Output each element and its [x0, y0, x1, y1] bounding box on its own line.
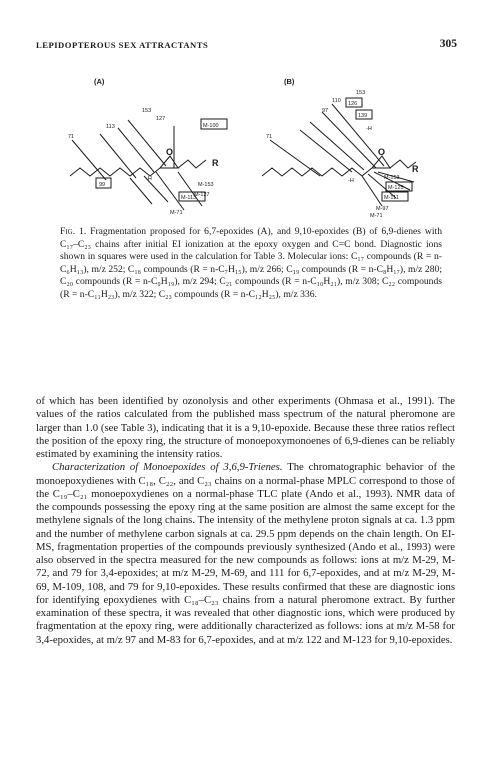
page-header	[36, 40, 457, 54]
panel-b-boxed-m125: M-125	[388, 185, 404, 191]
body-text	[36, 395, 455, 647]
paragraph-2-text: The chromatographic behavior of the monoepoxydienes with C₁₈, C₂₂, and C₂₃ chains on a normal-phase MPLC correspond to those of the C₁₉–C₂₁ monoepoxydienes on a normal-phase TLC plate (Ando et al., 1993). NMR data of the compounds possessing the epoxy ring at the same position are almost the same except for the methylene signals of the long chains. The intensity of the methylene proton signals at ca. 1.3 ppm and the number of methylene carbon signals at ca. 29.5 ppm depends on the chain length. On EI-MS, fragmentation properties of the compounds previously synthesized (Ando et al., 1993) were also observed in the spectra measured for the new compounds as follows: ions at m/z M-29, M-72, and 79 for 3,4-epoxides; at m/z M-29, M-69, and 111 for 6,7-epoxides, and at m/z M-29, M-69, M-109, 108, and 79 for 9,10-epoxides. These results confirmed that these are diagnostic ions for identifying epoxydienes with C₁₈–C₂₃ chains from a natural pheromone extract. By further examination of these spectra, it was revealed that other diagnostic ions, which were produced by fragmentation at the epoxy ring, were additionally characterized as follows: ions at m/z M-58 for 3,4-epoxides, at m/z 97 and M-83 for 6,7-epoxides, and at m/z 122 and M-123 for 9,10-epoxides.	[36, 461, 456, 646]
panel-a-label-71: 71	[68, 134, 75, 140]
panel-b-r-group: R	[412, 164, 419, 174]
panel-a-label: (A)	[94, 77, 105, 86]
panel-b-ion-h-top: -H	[366, 126, 372, 132]
panel-a-boxed-top: M-100	[203, 123, 219, 129]
panel-a-tail	[178, 160, 206, 168]
panel-a-ion-m71: M-71	[170, 210, 183, 216]
running-head: LEPIDOPTEROUS SEX ATTRACTANTS	[36, 40, 209, 50]
panel-b-chain	[262, 168, 372, 176]
panel-a-label-113: 113	[106, 124, 115, 130]
panel-b-label-110: 110	[332, 98, 341, 104]
figure-1	[66, 68, 421, 218]
panel-a-chain	[70, 168, 160, 176]
paragraph-2	[36, 461, 455, 647]
caption-label: Fig. 1.	[60, 226, 87, 237]
panel-b-oxygen: O	[378, 147, 386, 157]
panel-b-label-153: 153	[356, 90, 366, 96]
panel-a-ion-h: -H	[146, 176, 152, 182]
panel-b-ion-m71: M-71	[370, 213, 383, 218]
panel-b-boxed-126: 126	[348, 101, 358, 107]
figure-caption	[60, 226, 442, 302]
panel-a-r-group: R	[212, 158, 219, 168]
panel-b-ion-h-bottom: -H	[348, 178, 354, 184]
section-heading: Characterization of Monoepoxides of 3,6,9-Trienes.	[52, 461, 283, 474]
paragraph-1: of which has been identified by ozonolysis and other experiments (Ohmasa et al., 1991). The values of the ratios calculated from the published mass spectrum of the natural pheromone are larger than 1.0 (see Table 3), indicating that it is a 9,10-epoxide. Because these three ratios reflect the position of the epoxy ring, the structure of monoepoxymonoenes of 6,9-dienes can be reliably estimated by examining the intensity ratios.	[36, 395, 455, 460]
panel-b-boxed-139: 139	[358, 113, 368, 119]
panel-b-label-71: 71	[266, 134, 273, 140]
panel-a-label-153: 153	[142, 108, 152, 114]
panel-a-boxed-bottom: M-113	[181, 195, 197, 201]
panel-b-boxed-m111: M-111	[384, 195, 399, 201]
panel-a-ion-m153: M-153	[198, 182, 214, 188]
panel-b-label-97: 97	[322, 108, 329, 114]
page-number: 305	[439, 38, 457, 50]
panel-a-ion-m127: M-127	[194, 192, 210, 198]
panel-a-oxygen: O	[166, 147, 174, 157]
panel-b-ion-m97: M-97	[376, 206, 389, 212]
fragmentation-diagram	[66, 68, 421, 218]
panel-a-boxed-left: 99	[99, 182, 106, 188]
panel-b-label: (B)	[284, 77, 295, 86]
panel-b-ion-m153: M-153	[384, 175, 400, 181]
panel-a-label-127: 127	[156, 116, 166, 122]
caption-text: Fragmentation proposed for 6,7-epoxides (A), and 9,10-epoxides (B) of 6,9-dienes with C₁₇–C₂₃ chains after initial EI ionization at the epoxy oxygen and C=C bond. Diagnostic ions shown in squares were used in the calculation for Table 3. Molecular ions: C₁₇ compounds (R = n-C₆H₁₃), m/z 252; C₁₈ compounds (R = n-C₇H₁₅), m/z 266; C₁₉ compounds (R = n-C₈H₁₇), m/z 280; C₂₀ compounds (R = n-C₉H₁₉), m/z 294; C₂₁ compounds (R = n-C₁₀H₂₁), m/z 308; C₂₂ compounds (R = n-C₁₁H₂₃), m/z 322; C₂₃ compounds (R = n-C₁₂H₂₅), m/z 336.	[60, 226, 442, 300]
